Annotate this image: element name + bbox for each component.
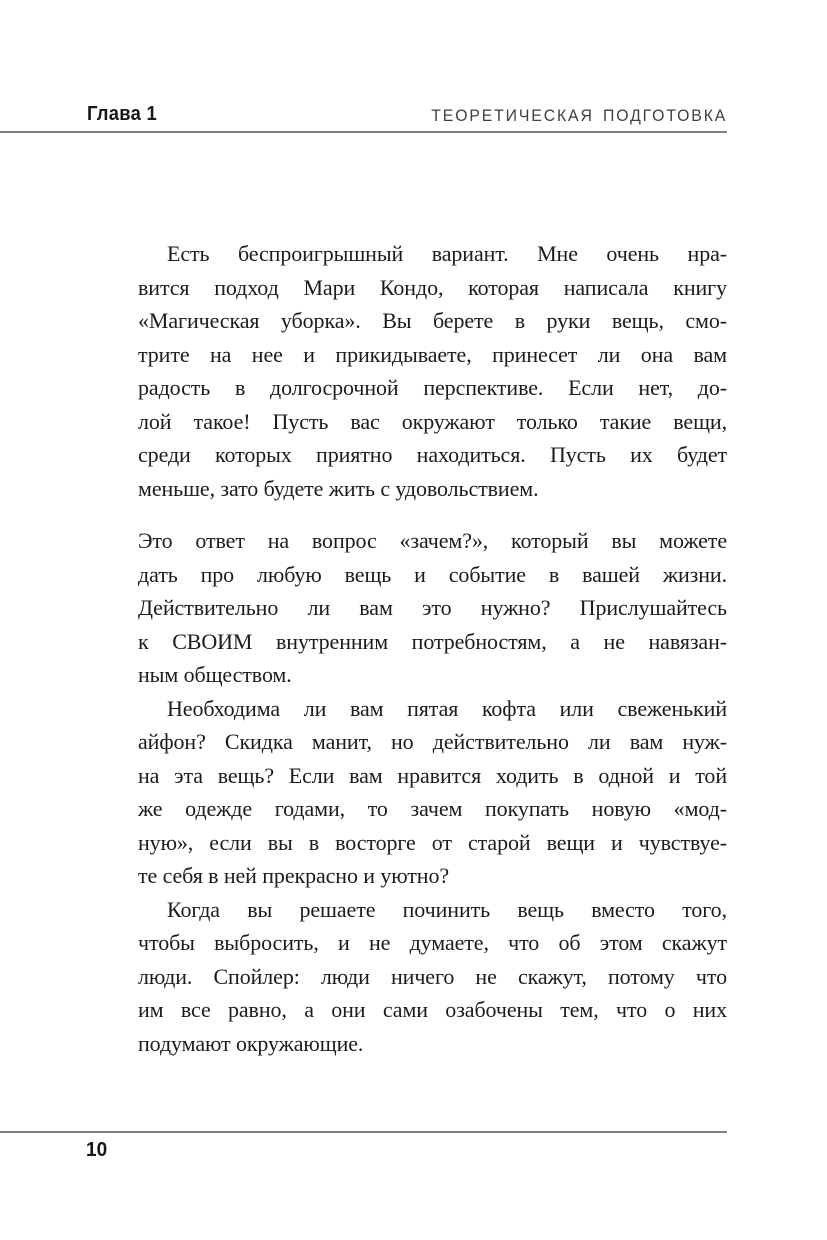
header-rule: [0, 131, 727, 133]
text-line: лой такое! Пусть вас окружают только такие вещи,: [138, 408, 727, 434]
body-text: [138, 237, 727, 1060]
text-line: вится подход Мари Кондо, которая написала книгу: [138, 274, 727, 300]
text-line: айфон? Скидка манит, но действительно ли вам нуж-: [138, 729, 727, 754]
text-line: ным обществом.: [138, 662, 292, 687]
text-line: меньше, зато будете жить с удовольствием.: [138, 475, 539, 501]
text-line: те себя в ней прекрасно и уютно?: [138, 863, 450, 888]
text-line: к СВОИМ внутренним потребностям, а не навязан-: [138, 628, 727, 654]
text-line: на эта вещь? Если вам нравится ходить в одной и той: [138, 762, 727, 788]
text-line: чтобы выбросить, и не думаете, что об этом скажут: [138, 930, 727, 955]
text-line: им все равно, а они сами озабочены тем, что о них: [138, 997, 727, 1022]
text-line: же одежде годами, то зачем покупать новую «мод-: [138, 796, 727, 821]
running-title-word-2: ПОДГОТОВКА: [602, 106, 727, 125]
running-title-word-1: ТЕОРЕТИЧЕСКАЯ: [431, 106, 594, 125]
text-line: Действительно ли вам это нужно? Прислушайтесь: [138, 595, 727, 620]
text-line: дать про любую вещь и событие в вашей жизни.: [138, 561, 727, 587]
text-line: Необходима ли вам пятая кофта или свеженький: [167, 695, 727, 721]
footer-rule: [0, 1131, 727, 1133]
paragraph: [138, 692, 727, 893]
text-line: люди. Спойлер: люди ничего не скажут, потому что: [138, 963, 727, 989]
text-line: ную», если вы в восторге от старой вещи и чувствуе-: [138, 829, 727, 855]
paragraph: [138, 237, 727, 505]
text-line: Когда вы решаете починить вещь вместо того,: [167, 896, 727, 922]
text-line: радость в долгосрочной перспективе. Если нет, до-: [138, 375, 727, 400]
running-title: [431, 106, 727, 126]
paragraph: [138, 893, 727, 1061]
text-line: подумают окружающие.: [138, 1030, 364, 1056]
page-number: 10: [86, 1139, 108, 1161]
text-line: трите на нее и прикидываете, принесет ли она вам: [138, 341, 727, 367]
text-line: среди которых приятно находиться. Пусть их будет: [138, 442, 727, 467]
text-line: «Магическая уборка». Вы берете в руки вещь, смо-: [138, 308, 727, 333]
chapter-label: Глава 1: [87, 103, 158, 125]
text-line: Есть беспроигрышный вариант. Мне очень нра-: [167, 241, 727, 266]
text-line: Это ответ на вопрос «зачем?», который вы можете: [138, 528, 727, 553]
paragraph: [138, 524, 727, 692]
